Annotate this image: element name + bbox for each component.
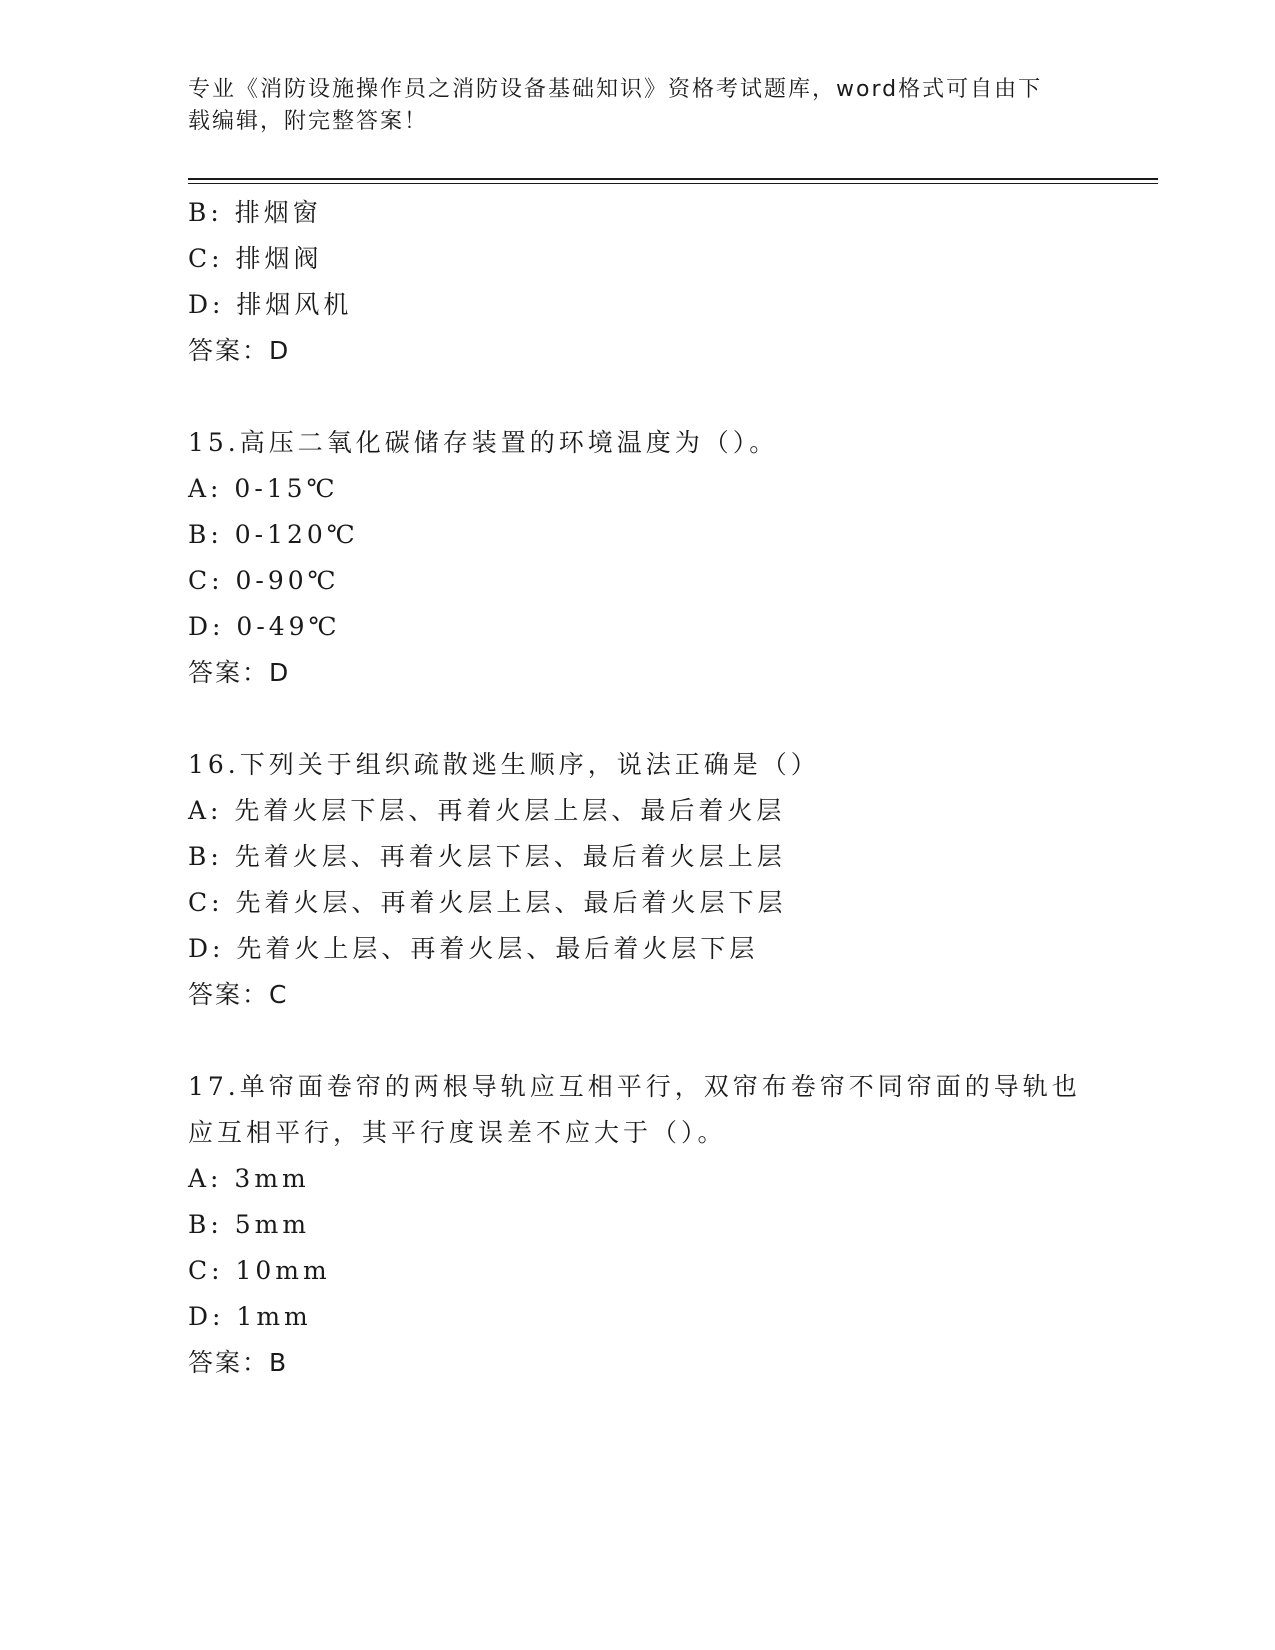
- option-d: D: 1mm: [188, 1302, 312, 1331]
- question-text: 16.下列关于组织疏散逃生顺序，说法正确是（）: [188, 750, 820, 779]
- option-d: D: 排烟风机: [188, 290, 353, 319]
- option-a: A: 0-15℃: [188, 474, 339, 503]
- header-title-line-2: 载编辑，附完整答案！: [188, 109, 429, 134]
- option-a: A: 3mm: [188, 1164, 310, 1193]
- spacer: [188, 696, 1088, 742]
- option-d: D: 先着火上层、再着火层、最后着火层下层: [188, 934, 759, 963]
- option-b: B: 排烟窗: [188, 198, 322, 227]
- option-c: C: 先着火层、再着火层上层、最后着火层下层: [188, 888, 787, 917]
- option-c: C: 排烟阀: [188, 244, 323, 273]
- option-b: B: 先着火层、再着火层下层、最后着火层上层: [188, 842, 786, 871]
- question-text-line-1: 17.单帘面卷帘的两根导轨应互相平行，双帘布卷帘不同帘面的导轨也: [188, 1072, 1081, 1101]
- answer-line: 答案：D: [188, 658, 291, 687]
- option-a: A: 先着火层下层、再着火层上层、最后着火层: [188, 796, 786, 825]
- option-c: C: 10mm: [188, 1256, 331, 1285]
- header-title-line-1: 专业《消防设施操作员之消防设备基础知识》资格考试题库，word格式可自由下: [188, 77, 1043, 102]
- option-b: B: 0-120℃: [188, 520, 359, 549]
- document-header: [188, 74, 1068, 138]
- question-15: [188, 420, 1088, 696]
- header-divider-thin: [188, 183, 1158, 184]
- option-b: B: 5mm: [188, 1210, 311, 1239]
- option-c: C: 0-90℃: [188, 566, 340, 595]
- answer-line: 答案：C: [188, 980, 289, 1009]
- question-text: 15.高压二氧化碳储存装置的环境温度为（）。: [188, 428, 779, 457]
- spacer: [188, 1018, 1088, 1064]
- option-d: D: 0-49℃: [188, 612, 341, 641]
- question-text-line-2: 应互相平行，其平行度误差不应大于（）。: [188, 1118, 727, 1147]
- question-17: [188, 1064, 1088, 1386]
- question-14-tail: [188, 190, 1088, 374]
- spacer: [188, 374, 1088, 420]
- answer-line: 答案：B: [188, 1348, 289, 1377]
- header-divider-thick: [188, 178, 1158, 180]
- question-16: [188, 742, 1088, 1018]
- question-list: [188, 190, 1088, 1386]
- answer-line: 答案：D: [188, 336, 291, 365]
